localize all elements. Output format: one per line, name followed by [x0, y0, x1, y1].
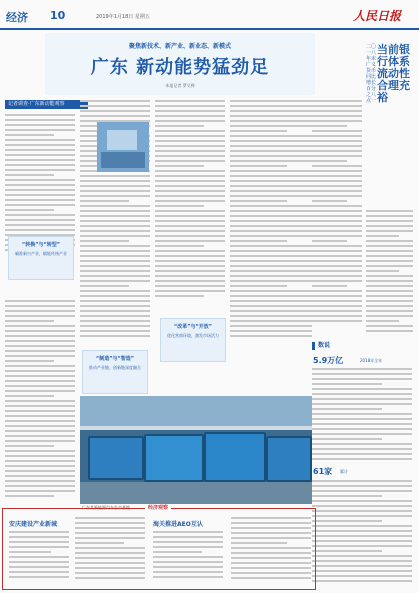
inset-photo [97, 122, 149, 172]
stat-value-1: 5.9万亿 [313, 356, 344, 365]
lead-headline-block [45, 33, 315, 95]
photo-caption: 广东某新能源汽车生产基地 [82, 505, 130, 510]
bottom-item-title-2: 海关推进AEO互认 [153, 521, 203, 528]
right-subheadline: 二〇一八年末广义货币同比增长百分之八点一 [366, 44, 377, 104]
section-name: 经济 [6, 11, 28, 24]
stat-label-1: 2018年全年 [360, 358, 383, 363]
bottom-item-text-2 [153, 531, 223, 585]
bottom-item-text-2b [231, 517, 311, 585]
pull-quote-body: 推动产业链、创新链深度融合 [89, 365, 141, 370]
data-box-heading: 数说 [312, 342, 418, 350]
page-number: 10 [50, 9, 66, 22]
text-column-1b [5, 300, 75, 505]
lead-byline: 本报记者 罗艾桦 [165, 83, 195, 88]
bottom-item-text-1b [75, 517, 145, 585]
pull-quote-2 [160, 318, 226, 362]
pull-quote-body: 瞄准新兴产业，赋能传统产业 [15, 251, 67, 256]
pull-quote-title: “改革”与“开放” [173, 324, 213, 330]
pull-quote-3 [82, 350, 148, 394]
issue-date: 2019年1月18日 星期五 [96, 14, 150, 20]
data-box-text-1 [312, 368, 412, 463]
right-text-column-2 [366, 210, 413, 338]
data-box-text-2 [312, 480, 412, 588]
lead-tag: 记者调查·广东新动能观察 [5, 100, 88, 109]
stat-label-2: 累计 [340, 469, 348, 474]
lead-kicker: 聚焦新技术、新产业、新业态、新模式 [128, 43, 231, 50]
text-column-4 [230, 100, 312, 345]
pull-quote-1 [8, 236, 74, 280]
bottom-item-text-1 [9, 531, 69, 585]
masthead [0, 0, 419, 30]
pull-quote-body: 优化营商环境，激发市场活力 [167, 333, 219, 338]
lead-headline: 广东 新动能势猛劲足 [90, 57, 270, 78]
stat-value-2: 61家 [313, 467, 333, 476]
bottom-band-tag: 经济观察 [145, 504, 171, 511]
newspaper-logo: 人民日报 [352, 9, 401, 23]
right-text-column-1 [312, 100, 362, 338]
main-photo-buses [80, 396, 312, 504]
text-column-3 [155, 100, 225, 310]
pull-quote-title: “转换”与“转型” [21, 242, 61, 248]
bottom-item-title-1: 安庆建设产业新城 [9, 521, 58, 528]
pull-quote-title: “制造”与“智造” [95, 356, 135, 362]
right-headline: 当前银行体系流动性合理充裕 [377, 43, 410, 104]
